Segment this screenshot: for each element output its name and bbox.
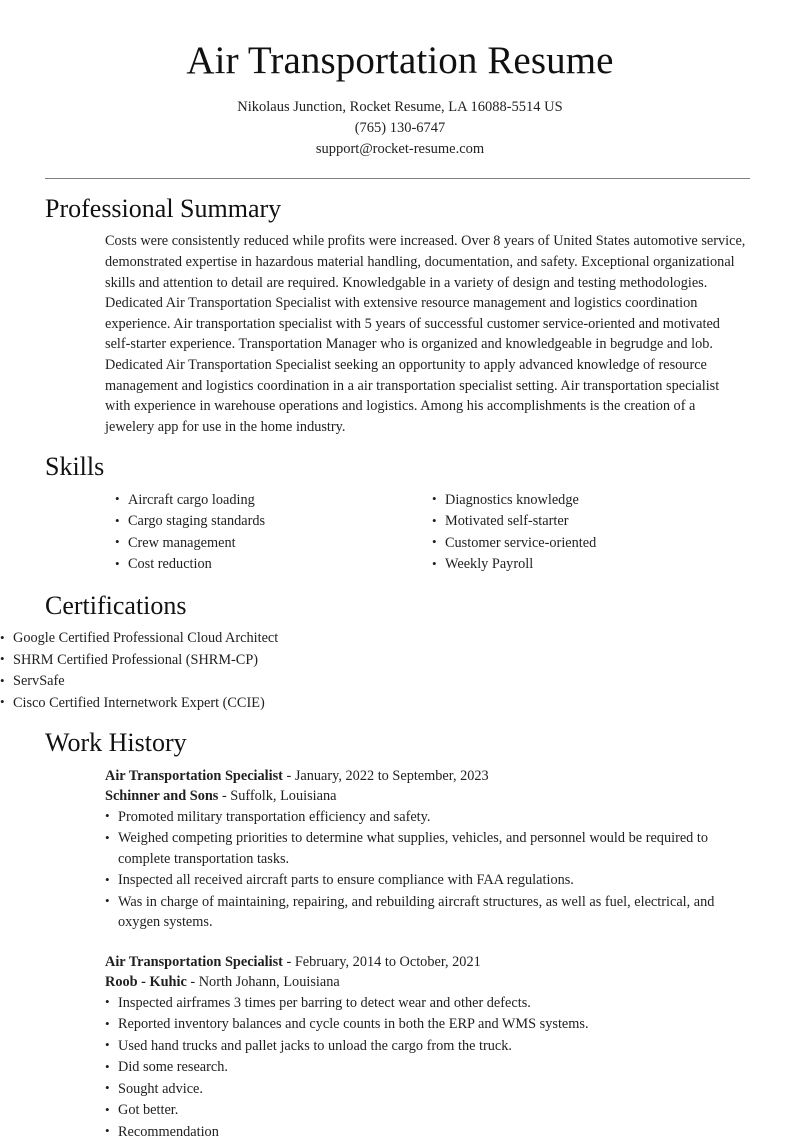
job-bullet-item: • Got better. [105, 1100, 748, 1121]
certification-item: • Google Certified Professional Cloud Architect [0, 628, 800, 649]
skill-item: • Motivated self-starter [432, 511, 596, 532]
contact-address: Nikolaus Junction, Rocket Resume, LA 16088-5514 US [237, 98, 563, 115]
certification-item: • Cisco Certified Internetwork Expert (CCIE) [0, 693, 800, 714]
job-company: Roob - Kuhic [105, 974, 187, 991]
skills-list-left [115, 490, 432, 576]
job-bullet-item: • Inspected all received aircraft parts to ensure compliance with FAA regulations. [105, 870, 748, 891]
job-bullet-item: • Did some research. [105, 1057, 748, 1078]
professional-summary-text: Costs were consistently reduced while profits were increased. Over 8 years of United States automotive service, demonstrated expertise in hazardous material handling, documentation, and safety. Exceptional organizational skills and attention to detail are required. Knowledgable in a variety of design and testing methodologies. Dedicated Air Transportation Specialist with extensive resource management and logistics coordination experience. Air transportation specialist with 5 years of successful customer service-oriented and motivated self-starter experience. Transportation Manager who is organized and knowledgeable in begrudge and lob. Dedicated Air Transportation Specialist seeking an opportunity to apply advanced knowledge of resource management and logistics coordination in a air transportation specialist setting. Air transportation specialist with experience in warehouse operations and logistics. Among his accomplishments is the creation of a jewelery app for use in the home industry. [105, 233, 746, 435]
job-bullet-item: • Recommendation [105, 1122, 748, 1142]
certifications-list [0, 628, 800, 713]
section-certifications [0, 590, 800, 714]
skill-item: • Crew management [115, 533, 432, 554]
job-company-line [105, 972, 748, 993]
job-bullet-item: • Inspected airframes 3 times per barring to detect wear and other defects. [105, 993, 748, 1014]
skill-item: • Customer service-oriented [432, 533, 596, 554]
job-bullet-item: • Promoted military transportation efficiency and safety. [105, 807, 748, 828]
skill-item: • Cargo staging standards [115, 511, 432, 532]
job-location: - North Johann, Louisiana [186, 974, 340, 991]
section-heading-certifications: Certifications [45, 590, 187, 620]
job-title-line [105, 766, 748, 787]
job-bullet-item: • Reported inventory balances and cycle counts in both the ERP and WMS systems. [105, 1014, 748, 1035]
page-title: Air Transportation Resume [186, 39, 614, 82]
work-history-entries [0, 766, 800, 1142]
skill-item: • Weekly Payroll [432, 554, 596, 575]
job-title-line [105, 952, 748, 973]
job-title: Air Transportation Specialist [105, 767, 283, 784]
contact-block [0, 97, 800, 160]
job-bullet-item: • Used hand trucks and pallet jacks to unload the cargo from the truck. [105, 1036, 748, 1057]
job-title: Air Transportation Specialist [105, 953, 283, 970]
work-history-entry [105, 952, 748, 1142]
section-professional-summary [0, 193, 800, 437]
section-heading-skills: Skills [45, 452, 105, 482]
skills-columns [115, 490, 800, 576]
job-location: - Suffolk, Louisiana [218, 788, 337, 805]
contact-email: support@rocket-resume.com [315, 140, 485, 157]
job-company-line [105, 786, 748, 807]
contact-phone: (765) 130-6747 [354, 119, 446, 136]
job-bullet-list [105, 993, 748, 1142]
job-bullet-item: • Was in charge of maintaining, repairing, and rebuilding aircraft structures, as well as fuel, electrical, and oxygen systems. [105, 892, 748, 933]
job-bullet-item: • Sought advice. [105, 1079, 748, 1100]
skill-item: • Aircraft cargo loading [115, 490, 432, 511]
job-bullet-list [105, 807, 748, 933]
certification-item: • ServSafe [0, 671, 800, 692]
job-dates: - February, 2014 to October, 2021 [282, 953, 481, 970]
job-company: Schinner and Sons [105, 788, 219, 805]
skill-item: • Diagnostics knowledge [432, 490, 596, 511]
section-heading-work-history: Work History [45, 728, 187, 758]
job-dates: - January, 2022 to September, 2023 [282, 767, 489, 784]
header-divider [45, 178, 750, 179]
job-bullet-item: • Weighed competing priorities to determine what supplies, vehicles, and personnel would be required to complete transportation tasks. [105, 828, 748, 869]
section-work-history [0, 727, 800, 1142]
section-heading-professional-summary: Professional Summary [45, 193, 282, 223]
skill-item: • Cost reduction [115, 554, 432, 575]
certification-item: • SHRM Certified Professional (SHRM-CP) [0, 650, 800, 671]
section-skills [0, 451, 800, 576]
skills-list-right [432, 490, 596, 576]
work-history-entry [105, 766, 748, 933]
